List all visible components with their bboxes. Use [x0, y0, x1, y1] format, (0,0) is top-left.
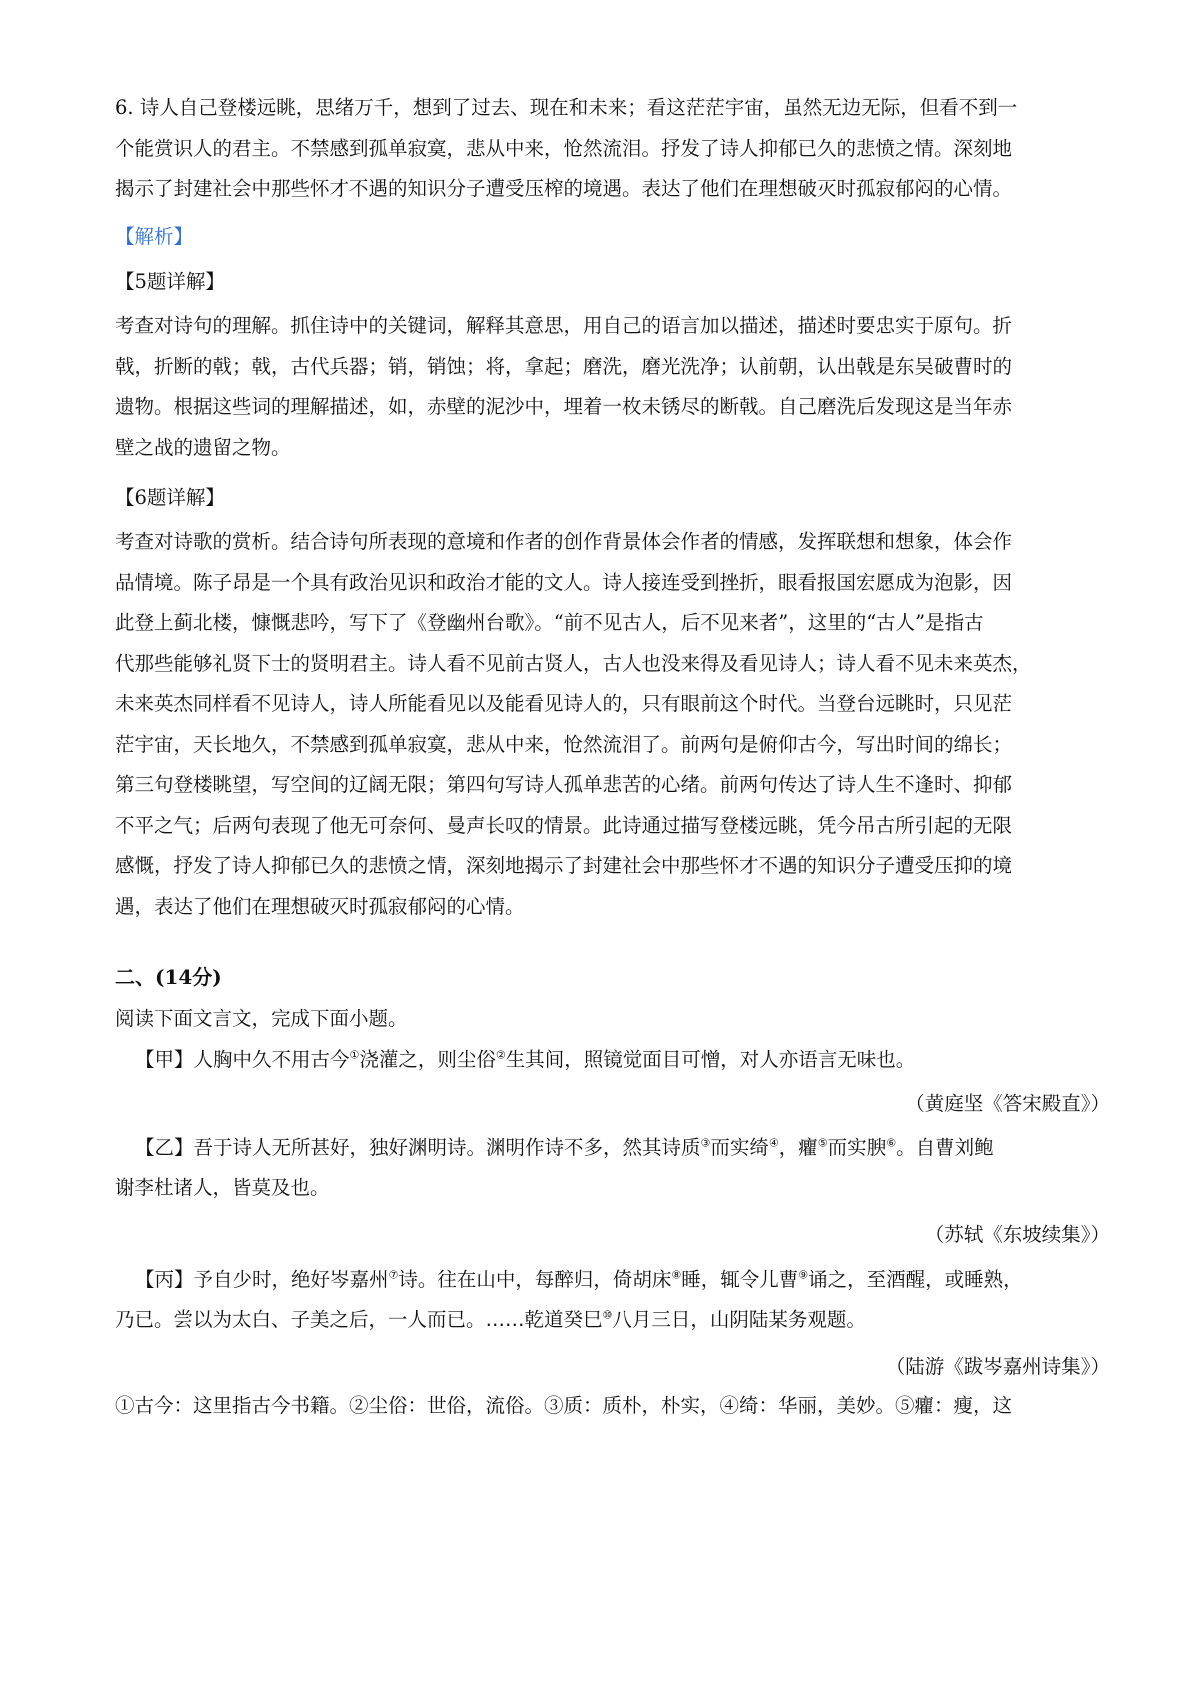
passage-text: 。自曹刘鲍: [896, 1136, 994, 1159]
footnote-marker: ⑥: [886, 1136, 897, 1150]
passage-jia: [135, 1040, 1130, 1081]
text-line: 壁之战的遗留之物。: [115, 435, 291, 459]
source-citation: （黄庭坚《答宋殿直》）: [905, 1092, 1110, 1115]
text-line: 感慨，抒发了诗人抑郁已久的悲愤之情，深刻地揭示了封建社会中那些怀才不遇的知识分子遭受压抑的境: [115, 854, 1013, 877]
text-line: 代那些能够礼贤下士的贤明君主。诗人看不见前古贤人，古人也没来得及看见诗人；诗人看不见未来英杰，: [115, 651, 1032, 675]
passage-bing: [135, 1260, 1130, 1301]
footnote-marker: ⑧: [671, 1268, 682, 1282]
passage-bing-line2: [115, 1300, 1110, 1341]
source-citation: （陆游《跋岑嘉州诗集》）: [885, 1355, 1110, 1378]
footnotes: ①古今：这里指古今书籍。②尘俗：世俗，流俗。③质：质朴，朴实，④绮：华丽，美妙。⑤癯：瘦，这: [115, 1394, 1013, 1417]
text-line: 品情境。陈子昂是一个具有政治见识和政治才能的文人。诗人接连受到挫折，眼看报国宏愿成为泡影，因: [115, 570, 1013, 594]
passage-yi: [135, 1128, 1130, 1169]
analysis-label: 【解析】: [115, 225, 194, 248]
section-heading: 二、(14分): [115, 965, 222, 989]
passage-text: 乃已。尝以为太白、子美之后，一人而已。……乾道癸巳: [115, 1308, 603, 1331]
text-line: 6. 诗人自己登楼远眺，思绪万千，想到了过去、现在和未来；看这茫茫宇宙，虽然无边无际，但看不到一: [115, 96, 1018, 119]
passage-text: 生其间，照镜觉面目可憎，对人亦语言无味也。: [505, 1048, 916, 1071]
text-line: 遗物。根据这些词的理解描述，如，赤壁的泥沙中，埋着一枚未锈尽的断戟。自己磨洗后发现这是当年赤: [115, 395, 1013, 418]
passage-text: 【丙】予自少时，绝好岑嘉州: [135, 1268, 389, 1291]
text-line: 个能赏识人的君主。不禁感到孤单寂寞，悲从中来，怆然流泪。抒发了诗人抑郁已久的悲愤之情。深刻地: [115, 136, 1013, 160]
q5-detail-paragraph: [115, 306, 1110, 468]
passage-text: 八月三日，山阴陆某务观题。: [612, 1308, 866, 1331]
passage-text: 【乙】吾于诗人无所甚好，独好渊明诗。渊明作诗不多，然其诗质: [135, 1136, 701, 1159]
footnote-marker: ⑨: [798, 1268, 809, 1282]
passage-text: 而实绮: [710, 1136, 769, 1159]
footnote-marker: ⑩: [602, 1308, 613, 1322]
passage-text: 而实腴: [827, 1136, 887, 1159]
text-line: 未来英杰同样看不见诗人，诗人所能看见以及能看见诗人的，只有眼前这个时代。当登台远眺时，只见茫: [115, 692, 1013, 715]
passage-text: 浇灌之，则尘俗: [359, 1048, 496, 1071]
footnote-marker: ③: [700, 1136, 711, 1150]
passage-text: 【甲】人胸中久不用古今: [135, 1048, 350, 1071]
source-citation: （苏轼《东坡续集》）: [924, 1223, 1110, 1246]
passage-text: 诵之，至酒醒，或睡熟，: [808, 1268, 1023, 1291]
text-line: 揭示了封建社会中那些怀才不遇的知识分子遭受压榨的境遇。表达了他们在理想破灭时孤寂郁闷的心情。: [115, 177, 1013, 200]
text-line: 茫宇宙，天长地久，不禁感到孤单寂寞，悲从中来，怆然流泪了。前两句是俯仰古今，写出时间的绵长；: [115, 732, 1013, 756]
footnote-marker: ⑦: [388, 1268, 399, 1282]
q6-detail-paragraph: [115, 522, 1110, 927]
passage-text: ，癯: [778, 1136, 818, 1159]
answer-6-paragraph: [115, 88, 1110, 210]
section-instruction: 阅读下面文言文，完成下面小题。: [115, 1007, 408, 1030]
footnote-marker: ⑤: [817, 1136, 828, 1150]
footnote-marker: ②: [495, 1048, 506, 1062]
q5-detail-label: 【5题详解】: [115, 270, 225, 293]
text-line: 此登上蓟北楼，慷慨悲吟，写下了《登幽州台歌》。“前不见古人，后不见来者”，这里的“古人”是指古: [115, 611, 984, 634]
passage-text: 诗。往在山中，每醉归，倚胡床: [398, 1268, 672, 1291]
footnote-marker: ④: [768, 1136, 779, 1150]
text-line: 不平之气；后两句表现了他无可奈何、曼声长叹的情景。此诗通过描写登楼远眺，凭今吊古所引起的无限: [115, 813, 1013, 837]
text-line: 考查对诗句的理解。抓住诗中的关键词，解释其意思，用自己的语言加以描述，描述时要忠实于原句。折: [115, 314, 1013, 337]
text-line: 戟，折断的戟；戟，古代兵器；销，销蚀；将，拿起；磨洗，磨光洗净；认前朝，认出戟是东吴破曹时的: [115, 354, 1013, 378]
q6-detail-label: 【6题详解】: [115, 486, 225, 509]
text-line: 遇，表达了他们在理想破灭时孤寂郁闷的心情。: [115, 894, 525, 918]
text-line: 第三句登楼眺望，写空间的辽阔无限；第四句写诗人孤单悲苦的心绪。前两句传达了诗人生不逢时、抑郁: [115, 773, 1013, 796]
passage-yi-line2: 谢李杜诸人，皆莫及也。: [115, 1176, 330, 1199]
passage-text: 睡，辄令儿曹: [681, 1268, 799, 1291]
text-line: 考查对诗歌的赏析。结合诗句所表现的意境和作者的创作背景体会作者的情感，发挥联想和想象，体会作: [115, 530, 1013, 553]
footnote-marker: ①: [349, 1048, 360, 1062]
